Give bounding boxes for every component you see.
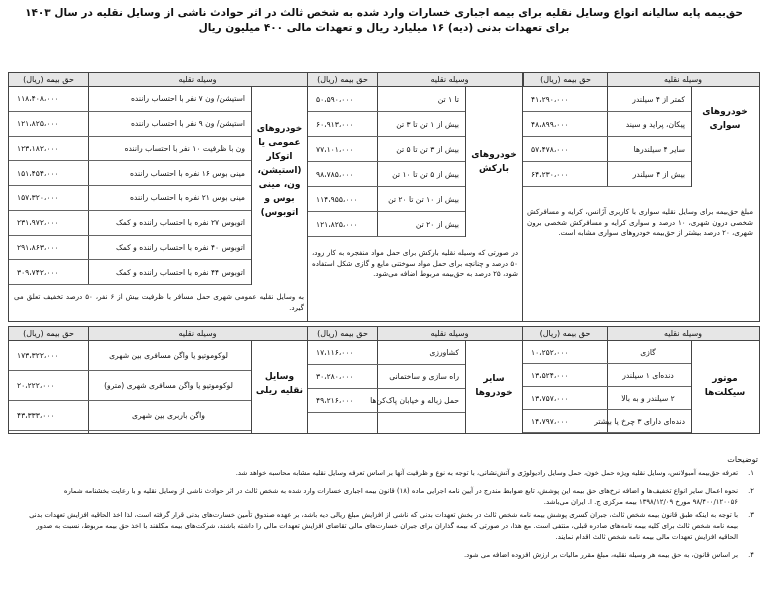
- footnote-text: تعرفه حق‌بیمه آمبولانس، وسایل نقلیه ویژه حمل خون، حمل وسایل رادیولوژی و آتش‌نشانی، با توجه به نوع و ظرفیت آنها بر اساس تعرفه وسایل نقلیه مشابه محاسبه خواهد شد.: [235, 469, 738, 477]
- table-row-label: کمتر از ۴ سیلندر: [607, 87, 691, 112]
- group-rail-vehicles: وسایل نقلیه ریلی: [255, 372, 304, 396]
- table-row-value: ۱۳،۵۲۴،۰۰۰: [523, 364, 607, 387]
- table-row-label: لوکوموتیو یا واگن مسافری شهری (مترو): [88, 371, 251, 401]
- table-row-label: دنده‌ای دارای ۳ چرخ یا بیشتر: [607, 410, 691, 433]
- table-row-label: ۲ سیلندر و به بالا: [607, 387, 691, 410]
- footnote-number: ۳.: [748, 511, 754, 519]
- table-row-label: پیکان، پراید و سیند: [607, 112, 691, 137]
- table-row-label: اتوبوس ۴۰ نفره با احتساب راننده و کمک: [88, 236, 251, 261]
- table-row-label: بیش از ۵ تن تا ۱۰ تن: [377, 162, 465, 187]
- table-row-label: دنده‌ای ۱ سیلندر: [607, 364, 691, 387]
- table-row-value: ۲۹۱،۸۶۳،۰۰۰: [9, 236, 88, 261]
- table-row-value: ۱۱۸،۴۰۸،۰۰۰: [9, 87, 88, 112]
- table-row-label: بیش از ۳ تن تا ۵ تن: [377, 137, 465, 162]
- table-row-value: ۵۰،۵۹۰،۰۰۰: [308, 87, 377, 112]
- footnote-text: بر اساس قانون، به حق بیمه هر وسیله نقلیه، مبلغ مقرر مالیات بر ارزش افزوده اضافه می‌ شود.: [463, 551, 738, 559]
- header-vehicle: وسیله نقلیه: [377, 327, 522, 341]
- header-vehicle: وسیله نقلیه: [88, 73, 307, 87]
- footnote-number: ۲.: [748, 487, 754, 495]
- group-buses: خودروهای عمومی یا اتوکار (استیشن، ون، مینی بوس و اتوبوس): [256, 124, 303, 218]
- footnote: [20, 510, 754, 543]
- group-trucks: خودروهای بارکش: [471, 150, 517, 174]
- table-row-value: ۱۵۱،۴۵۴،۰۰۰: [9, 161, 88, 186]
- table-row-label: بیش از ۱ تن تا ۳ تن: [377, 112, 465, 137]
- table-row-label: استیشن/ ون ۷ نفر با احتساب راننده: [88, 87, 251, 112]
- table-row-label: اتوبوس ۴۴ نفره با احتساب راننده و کمک: [88, 260, 251, 285]
- header-premium: حق بیمه (ریال): [308, 327, 377, 341]
- table-row-value: ۱۳،۷۵۷،۰۰۰: [523, 387, 607, 410]
- table-row-label: بیش از ۲۰ تن: [377, 212, 465, 237]
- header-premium: حق بیمه (ریال): [523, 327, 607, 341]
- header-vehicle: وسیله نقلیه: [607, 327, 759, 341]
- header-premium: حق بیمه (ریال): [308, 73, 377, 87]
- table-row-label: تا ۱ تن: [377, 87, 465, 112]
- footnote-text: نحوه اعمال سایر انواع تخفیف‌ها و اضافه نرخ‌های حق بیمه این پوشش، تابع ضوابط مندرج در آیین نامه اجرایی ماده (۱۸) قانون بیمه اجباری خسارات وارد شده به شخص ثالث در اثر حوادث ناشی از وسایل نقلیه و با رعایت بخشنامه شماره ۹۸/۴۰۰/۱۲۰۰۵۶ مورخ ۱۳۹۸/۱۲/۰۹ بیمه مرکزی ج. ا. ایران می‌باشد.: [63, 487, 738, 506]
- header-premium: حق بیمه (ریال): [9, 327, 88, 341]
- note-buses: به وسایل نقلیه عمومی شهری حمل مسافر با ظرفیت بیش از ۶ نفر، ۵۰ درصد تخفیف تعلق می‌ گیرد.: [14, 292, 305, 312]
- table-row-value: ۱۲۱،۸۲۵،۰۰۰: [308, 212, 377, 237]
- table-row-value: ۴۱،۲۹۰،۰۰۰: [523, 87, 607, 112]
- footnote-number: ۴.: [748, 551, 754, 559]
- table-row-label: سایر ۴ سیلندرها: [607, 137, 691, 162]
- table-row-label: حمل زباله و خیابان پاک‌کن‌ها: [377, 389, 465, 413]
- group-other-vehicles: سایر خودروها: [475, 374, 513, 398]
- footnote: [20, 486, 754, 508]
- table-row-label: بیش از ۱۰ تن تا ۲۰ تن: [377, 187, 465, 212]
- note-cars: مبلغ حق‌بیمه برای وسایل نقلیه سواری با کاربری آژانس، کرایه و مسافرکش شخصی درون شهری، ۱۰ درصد و سواری کرایه و مسافرکش شخصی برون شهری، ۲۰ درصد بیشتر از حق‌بیمه خودروهای سواری مشابه است.: [527, 207, 753, 237]
- table-row-value: ۶۴،۲۳۰،۰۰۰: [523, 162, 607, 187]
- table-row-label: گازی: [607, 341, 691, 364]
- table-row-value: ۱۷،۱۱۶،۰۰۰: [308, 341, 377, 365]
- table-row-label: کشاورزی: [377, 341, 465, 365]
- table-row-value: ۴۳،۳۳۳،۰۰۰: [9, 401, 88, 431]
- table-row-value: ۵۷،۴۷۸،۰۰۰: [523, 137, 607, 162]
- header-vehicle: وسیله نقلیه: [88, 327, 307, 341]
- table-row-value: ۱۰،۲۵۲،۰۰۰: [523, 341, 607, 364]
- table-row-value: ۱۲۱،۸۲۵،۰۰۰: [9, 112, 88, 137]
- table-row-value: ۷۷،۱۰۱،۰۰۰: [308, 137, 377, 162]
- table-row-label: لوکوموتیو یا واگن مسافری بین شهری: [88, 341, 251, 371]
- header-premium: حق بیمه (ریال): [9, 73, 88, 87]
- footnote-text: با توجه به اینکه طبق قانون بیمه شخص ثالث، جبران کسری پوشش بیمه نامه شخص ثالث در بخش تعهدات بدنی که ناشی از افزایش مبلغ ریالی دیه باشد، بر عهده صندوق تأمین خسارت‌های بدنی قرار گرفته است، لذا اخذ الحاقیه افزایش تعهدات بدنی بیمه نامه شخص ثالث برای کلیه بیمه نامه‌های صادره قبلی، منتفی است. مع هذا، در صورتی که بیمه گذاران برای جبران خسارت‌های مالی تقاضای افزایش تعهدات مالی را داشته باشند، شرکت‌های بیمه مکلفند با اخذ حق بیمه مربوط، نسبت به صدور الحاقیه افزایش تعهدات مالی بیمه نامه شخص ثالث اقدام نمایند.: [29, 511, 738, 541]
- table-row-label: ون با ظرفیت ۱۰ نفر با احتساب راننده: [88, 137, 251, 162]
- table-row-value: ۳۰،۲۸۰،۰۰۰: [308, 365, 377, 389]
- header-vehicle: وسیله نقلیه: [377, 73, 522, 87]
- table-row-value: ۲۰،۲۲۲،۰۰۰: [9, 371, 88, 401]
- page-title: حق‌بیمه پایه سالیانه انواع وسایل نقلیه برای بیمه اجباری خسارات وارد شده به شخص ثالث در اثر حوادث ناشی از وسایل نقلیه در سال ۱۴۰۳: [25, 7, 743, 19]
- page-subtitle: برای تعهدات بدنی (دیه) ۱۶ میلیارد ریال و تعهدات مالی ۴۰۰ میلیون ریال: [198, 22, 570, 34]
- footnote-number: ۱.: [748, 469, 754, 477]
- header-premium: حق بیمه (ریال): [523, 73, 607, 87]
- table-row-label: مینی بوس ۱۶ نفره با احتساب راننده: [88, 161, 251, 186]
- note-trucks: در صورتی که وسیله نقلیه بارکش برای حمل مواد منفجره به کار رود، ۵۰ درصد و چنانچه برای حمل مواد سوختنی مایع و گازی شکل استفاده شود، ۲۵ درصد به حق‌بیمه مربوط اضافه می‌شود.: [312, 248, 518, 278]
- table-row-label: بیش از ۴ سیلندر: [607, 162, 691, 187]
- group-motorcycles: موتور سیکلت‌ها: [704, 374, 746, 398]
- notes-heading: توضیحات: [727, 455, 758, 464]
- table-row-label: واگن باربری بین شهری: [88, 401, 251, 431]
- table-row-value: ۳۰۹،۷۴۲،۰۰۰: [9, 260, 88, 285]
- footnote: [20, 468, 754, 479]
- footnote: [20, 550, 754, 561]
- table-row-label: اتوبوس ۲۷ نفره با احتساب راننده و کمک: [88, 211, 251, 236]
- table-row-label: مینی بوس ۲۱ نفره با احتساب راننده: [88, 186, 251, 211]
- table-row-value: ۴۹،۲۱۶،۰۰۰: [308, 389, 377, 413]
- table-row-value: ۲۳۱،۹۷۲،۰۰۰: [9, 211, 88, 236]
- table-row-value: ۱۴،۷۹۷،۰۰۰: [523, 410, 607, 433]
- group-cars: خودروهای سواری: [702, 107, 748, 131]
- table-row-value: ۹۸،۷۸۵،۰۰۰: [308, 162, 377, 187]
- table-row-value: ۱۲۳،۱۸۲،۰۰۰: [9, 137, 88, 162]
- table-row-label: استیشن/ ون ۹ نفر با احتساب راننده: [88, 112, 251, 137]
- table-row-value: ۶۰،۹۱۳،۰۰۰: [308, 112, 377, 137]
- table-row-value: ۱۵۷،۳۲۰،۰۰۰: [9, 186, 88, 211]
- header-vehicle: وسیله نقلیه: [607, 73, 759, 87]
- table-row-value: ۴۸،۸۹۹،۰۰۰: [523, 112, 607, 137]
- table-row-label: راه سازی و ساختمانی: [377, 365, 465, 389]
- table-row-value: ۱۱۴،۹۵۵،۰۰۰: [308, 187, 377, 212]
- table-row-value: ۱۷۳،۳۲۲،۰۰۰: [9, 341, 88, 371]
